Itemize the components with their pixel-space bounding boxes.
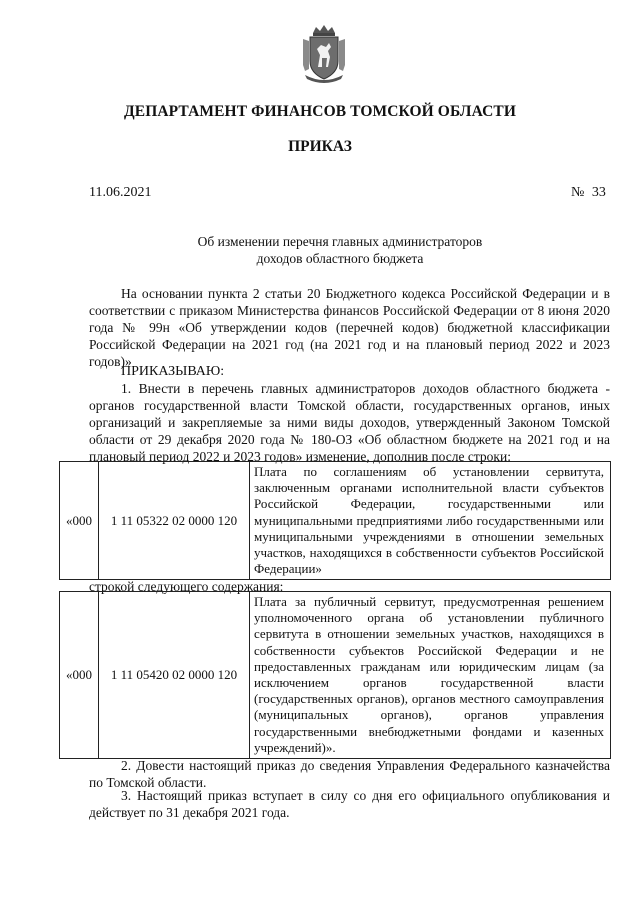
item-2-paragraph: 2. Довести настоящий приказ до сведения Управления Федерального казначейства по Томской области.: [89, 758, 610, 790]
order-date: 11.06.2021: [89, 185, 152, 200]
order-number: № 33: [571, 185, 606, 200]
table-row: [60, 592, 611, 759]
basis-paragraph: На основании пункта 2 статьи 20 Бюджетного кодекса Российской Федерации и в соответствии с приказом Министерства финансов Российской Федерации от 8 июня 2020 года № 99н «Об утверждении кодов (перечней кодов) бюджетной классификации Российской Федерации на 2021 год (на 2021 год и на плановый период 2022 и 2023 годов)»: [89, 286, 610, 369]
admin-code-cell: «000: [60, 592, 99, 759]
existing-row-table: [59, 461, 611, 580]
income-description-cell: Плата за публичный сервитут, предусмотренная решением уполномоченного органа об установлении публичного сервитута в отношении земельных участков, находящихся в собственности субъектов Российской Федерации и не предоставленных гражданам или юридическим лицам (за исключением органов государственной власти (государственных органов), органов местного самоуправления (муниципальных органов), органов управления государственными внебюджетными фондами и казенных учреждений)».: [250, 592, 611, 759]
document-type: ПРИКАЗ: [288, 138, 352, 155]
admin-code-cell: «000: [60, 462, 99, 580]
kbk-code-cell: 1 11 05420 02 0000 120: [99, 592, 250, 759]
kbk-code-cell: 1 11 05322 02 0000 120: [99, 462, 250, 580]
item-1-paragraph: 1. Внести в перечень главных администраторов доходов областного бюджета - органов государственной власти Томской области, государственных органов, иных организаций и закрепляемые за ними виды доходов, утвержденный Законом Томской области от 29 декабря 2020 года № 180-ОЗ «Об областном бюджете на 2021 год и на плановый период 2022 и 2023 годов» изменение, дополнив после строки:: [89, 381, 610, 464]
table-row: [60, 462, 611, 580]
item-3-paragraph: 3. Настоящий приказ вступает в силу со дня его официального опубликования и действует по 31 декабря 2021 года.: [89, 788, 610, 820]
income-description-cell: Плата по соглашениям об установлении сервитута, заключенным органами исполнительной власти субъектов Российской Федерации, государственными или муниципальными предприятиями либо государственными или муниципальными учреждениями в отношении земельных участков, находящихся в собственности субъектов Российской Федерации»: [250, 462, 611, 580]
order-word: ПРИКАЗЫВАЮ:: [121, 364, 225, 379]
new-row-table: [59, 591, 611, 759]
department-title: ДЕПАРТАМЕНТ ФИНАНСОВ ТОМСКОЙ ОБЛАСТИ: [124, 103, 516, 120]
tomsk-oblast-coat-of-arms-icon: [301, 25, 347, 83]
subject-line-1: Об изменении перечня главных администраторов: [197, 234, 483, 249]
order-subject: [150, 233, 530, 267]
following-text: строкой следующего содержания:: [89, 579, 284, 594]
subject-line-2: доходов областного бюджета: [256, 251, 424, 266]
